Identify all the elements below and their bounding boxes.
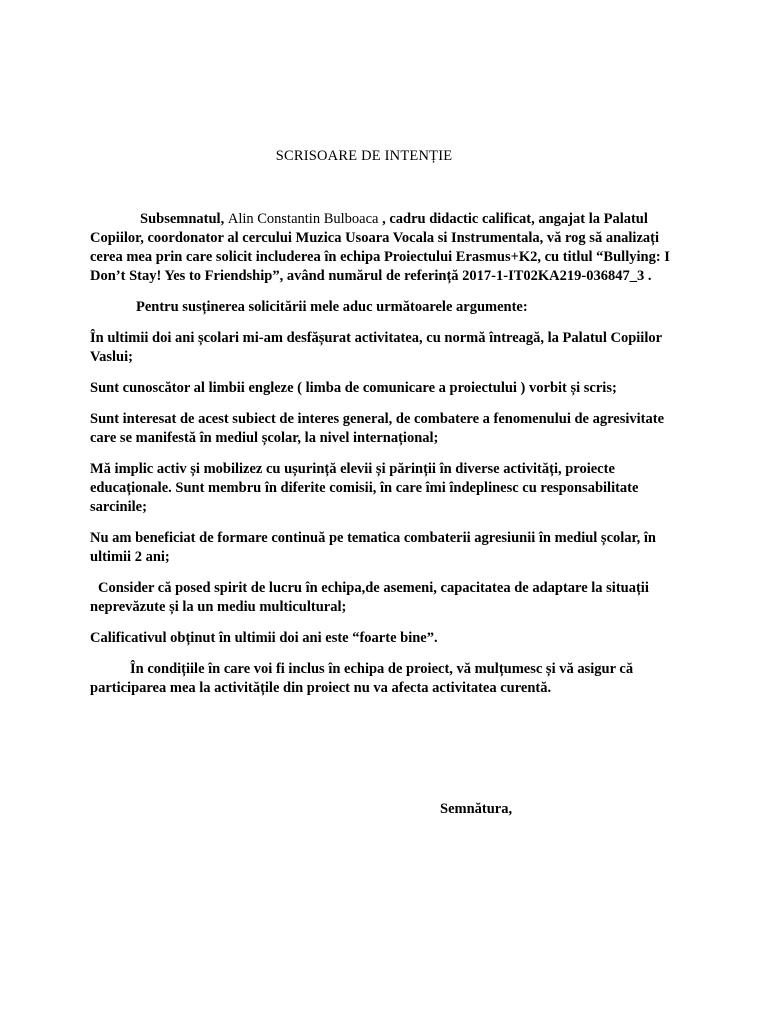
document-title: SCRISOARE DE INTENȚIE	[275, 148, 453, 164]
argument-paragraph: În ultimii doi ani școlari mi-am desfășurat activitatea, cu normă întreagă, la Palatul Copiilor Vaslui;	[90, 330, 662, 365]
argument-paragraph: Nu am beneficiat de formare continuă pe tematica combaterii agresiunii în mediul școlar, în ultimii 2 ani;	[90, 530, 656, 565]
argument-paragraph: Consider că posed spirit de lucru în echipa,de asemeni, capacitatea de adaptare la situații neprevăzute și la un mediu multicultural;	[90, 580, 649, 615]
signature-label: Semnătura,	[440, 801, 513, 817]
argument-paragraph: Mă implic activ și mobilizez cu ușurință elevii și părinții în diverse activități, proiecte educaționale. Sunt membru în diferite comisii, în care îmi îndeplinesc cu responsabilitate sarcinile;	[90, 461, 639, 515]
intro-rest: , cadru didactic calificat, angajat la Palatul Copiilor, coordonator al cercului Muzica Usoara Vocala si Instrumentala, vă rog să analizați cerea mea prin care solicit includerea în echipa Proiectului Erasmus+K2, cu titlul “Bullying: I Don’t Stay! Yes to Friendship”, având numărul de referință 2017-1-IT02KA219-036847_3 .	[90, 211, 670, 284]
argument-paragraph: Sunt cunoscător al limbii engleze ( limba de comunicare a proiectului ) vorbit și scris;	[90, 380, 617, 396]
letter-body	[90, 210, 690, 710]
intro-lead: Subsemnatul,	[140, 211, 228, 227]
argument-paragraph: Calificativul obținut în ultimii doi ani este “foarte bine”.	[90, 630, 438, 646]
author-name: Alin Constantin Bulboaca	[227, 211, 379, 227]
arguments-intro: Pentru susținerea solicitării mele aduc următoarele argumente:	[136, 299, 528, 315]
argument-paragraph: Sunt interesat de acest subiect de interes general, de combatere a fenomenului de agresivitate care se manifestă în mediul școlar, la nivel internațional;	[90, 411, 665, 446]
closing-paragraph: În condițiile în care voi fi inclus în echipa de proiect, vă mulțumesc și vă asigur că participarea mea la activitățile din proiect nu va afecta activitatea curentă.	[90, 661, 634, 696]
intro-paragraph	[90, 210, 690, 286]
